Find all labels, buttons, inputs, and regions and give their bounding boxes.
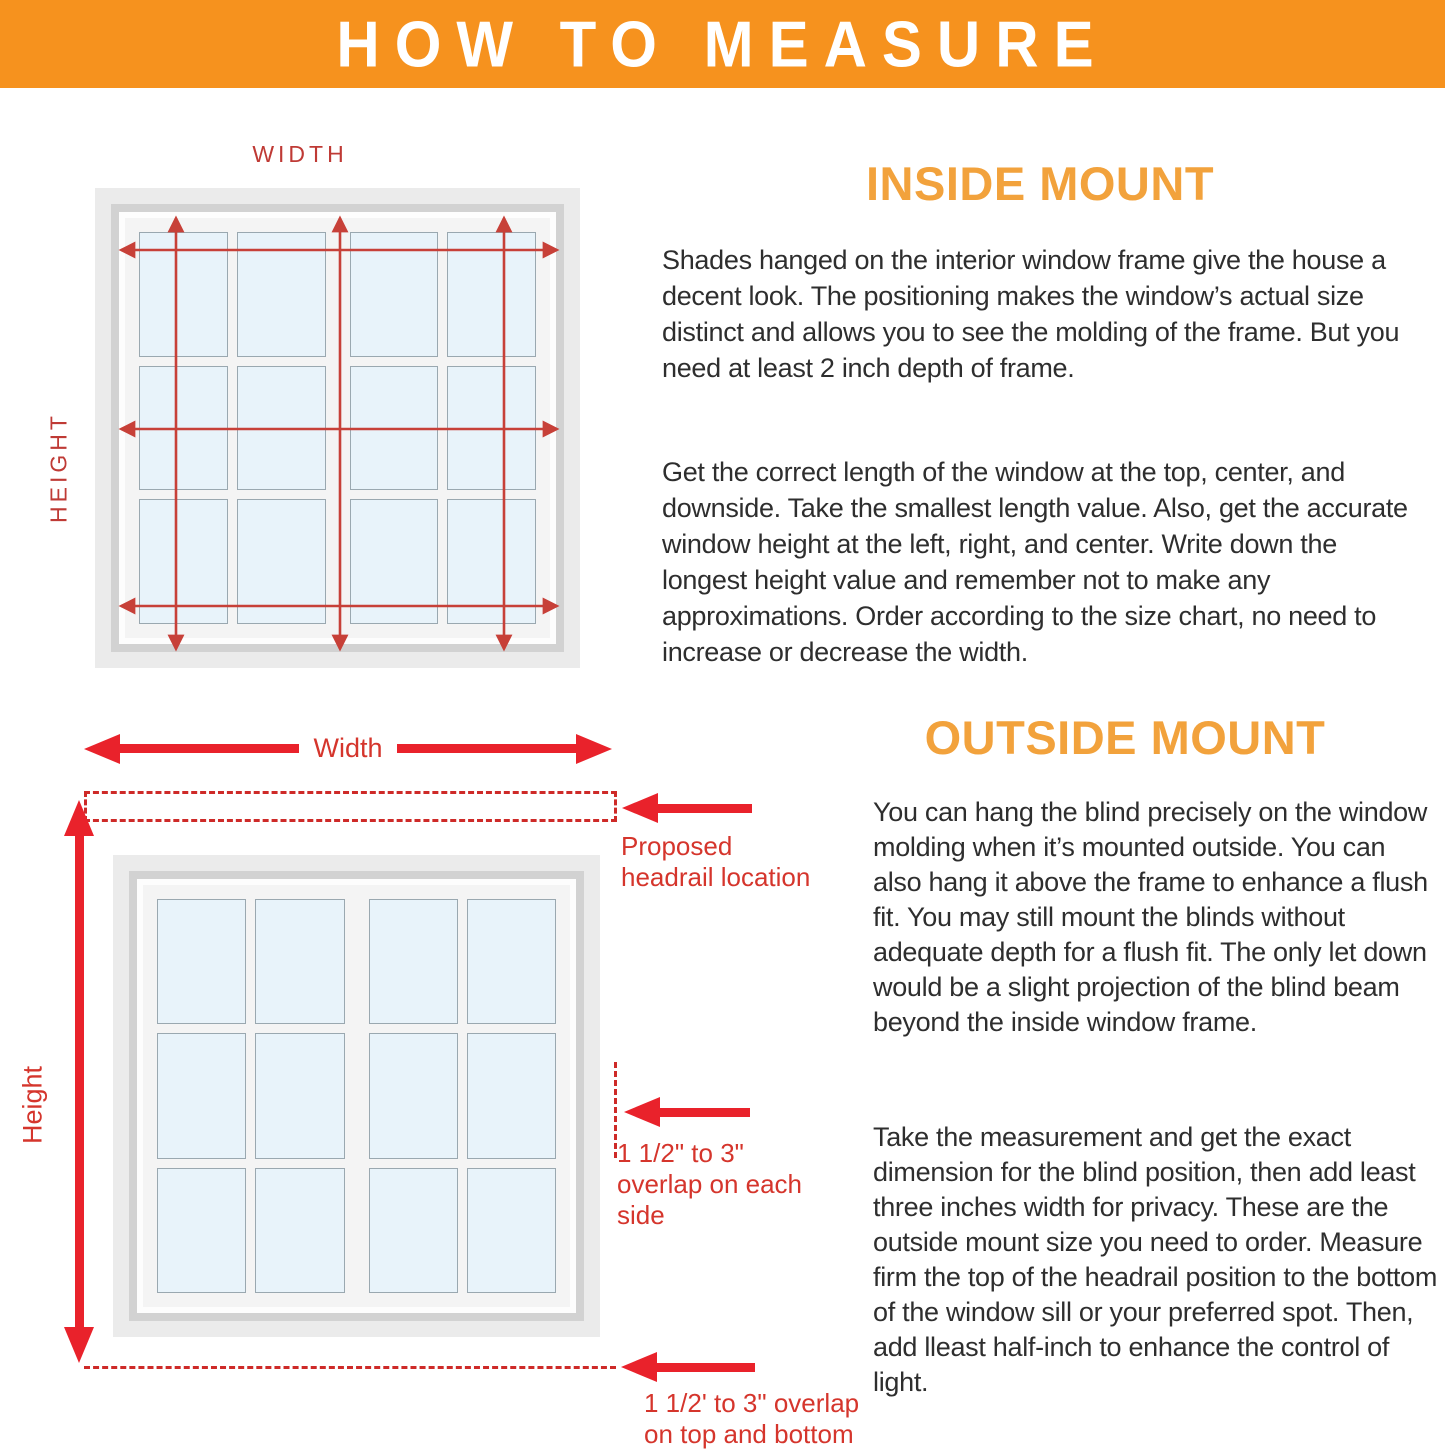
window-pane [255, 899, 344, 1024]
outside-width-arrow [84, 733, 612, 764]
outside-mount-heading: OUTSIDE MOUNT [924, 711, 1326, 764]
window-pane [467, 1168, 556, 1293]
arrow-left-head [621, 1352, 657, 1382]
outside-width-label: Width [313, 733, 383, 763]
page-title: HOW TO MEASURE [336, 7, 1109, 81]
bottom-overlap-arrow [621, 1352, 755, 1382]
bottom-overlap-dashed-line [84, 1366, 616, 1369]
arrow-left-head [84, 734, 120, 764]
arrow-right-head [576, 734, 612, 764]
inside-mount-paragraph-1: Shades hanged on the interior window frame give the house a decent look. The positioning makes the window’s actual size distinct and allows you to see the molding of the frame. But you need at least 2 inch depth of frame. [662, 245, 1400, 383]
inside-mount-window-illustration [95, 188, 580, 668]
measurement-arrows [95, 188, 580, 668]
outside-mount-paragraph-2: Take the measurement and get the exact dimension for the blind position, then add least three inches width for privacy. These are the outside mount size you need to order. Measure firm the top of the headrail position to the bottom of the window sill or your preferred spot. Then, add lleast half-inch to enhance the control of light. [873, 1122, 1438, 1397]
inside-height-label: HEIGHT [45, 412, 72, 524]
window-pane [157, 899, 246, 1024]
arrow-left-head [624, 1097, 660, 1127]
outside-mount-window-illustration [113, 855, 600, 1337]
window-pane [467, 899, 556, 1024]
window-frame [129, 871, 584, 1321]
headrail-label: Proposed headrail location [621, 831, 811, 892]
title-banner [0, 0, 1445, 88]
arrow-up-head [64, 800, 94, 836]
arrow-down-head [64, 1327, 94, 1363]
window-pane [467, 1033, 556, 1158]
window-pane [255, 1033, 344, 1158]
inside-mount-heading: INSIDE MOUNT [865, 157, 1215, 210]
inside-width-label: WIDTH [252, 141, 348, 167]
headrail-dashed-box [84, 791, 617, 822]
side-overlap-arrow [624, 1097, 750, 1127]
outside-mount-paragraph-1: You can hang the blind precisely on the window molding when it’s mounted outside. You can also hang it above the frame to enhance a flush fit. You may still mount the blinds without adequate depth for a flush fit. The only let down would be a slight projection of the blind beam beyond the inside window frame. [873, 797, 1428, 1037]
window-sash [157, 899, 345, 1293]
bottom-overlap-label: 1 1/2' to 3" overlap on top and bottom [644, 1388, 860, 1449]
outside-height-label: Height [17, 1065, 48, 1145]
inside-mount-paragraph-2: Get the correct length of the window at the top, center, and downside. Take the smallest length value. Also, get the accurate window height at the left, right, and center. Write down the longest height value and remember not to make any approximations. Order according to the size chart, no need to increase or decrease the width. [662, 457, 1408, 667]
side-overlap-label: 1 1/2" to 3" overlap on each side [617, 1138, 803, 1230]
window-pane [157, 1033, 246, 1158]
window-pane [369, 1168, 458, 1293]
arrow-left-head [622, 793, 658, 823]
window-sash [369, 899, 557, 1293]
window-pane [369, 899, 458, 1024]
window-pane [369, 1033, 458, 1158]
outside-height-arrow [64, 800, 94, 1363]
window-pane [255, 1168, 344, 1293]
headrail-arrow [622, 793, 752, 823]
window-pane [157, 1168, 246, 1293]
